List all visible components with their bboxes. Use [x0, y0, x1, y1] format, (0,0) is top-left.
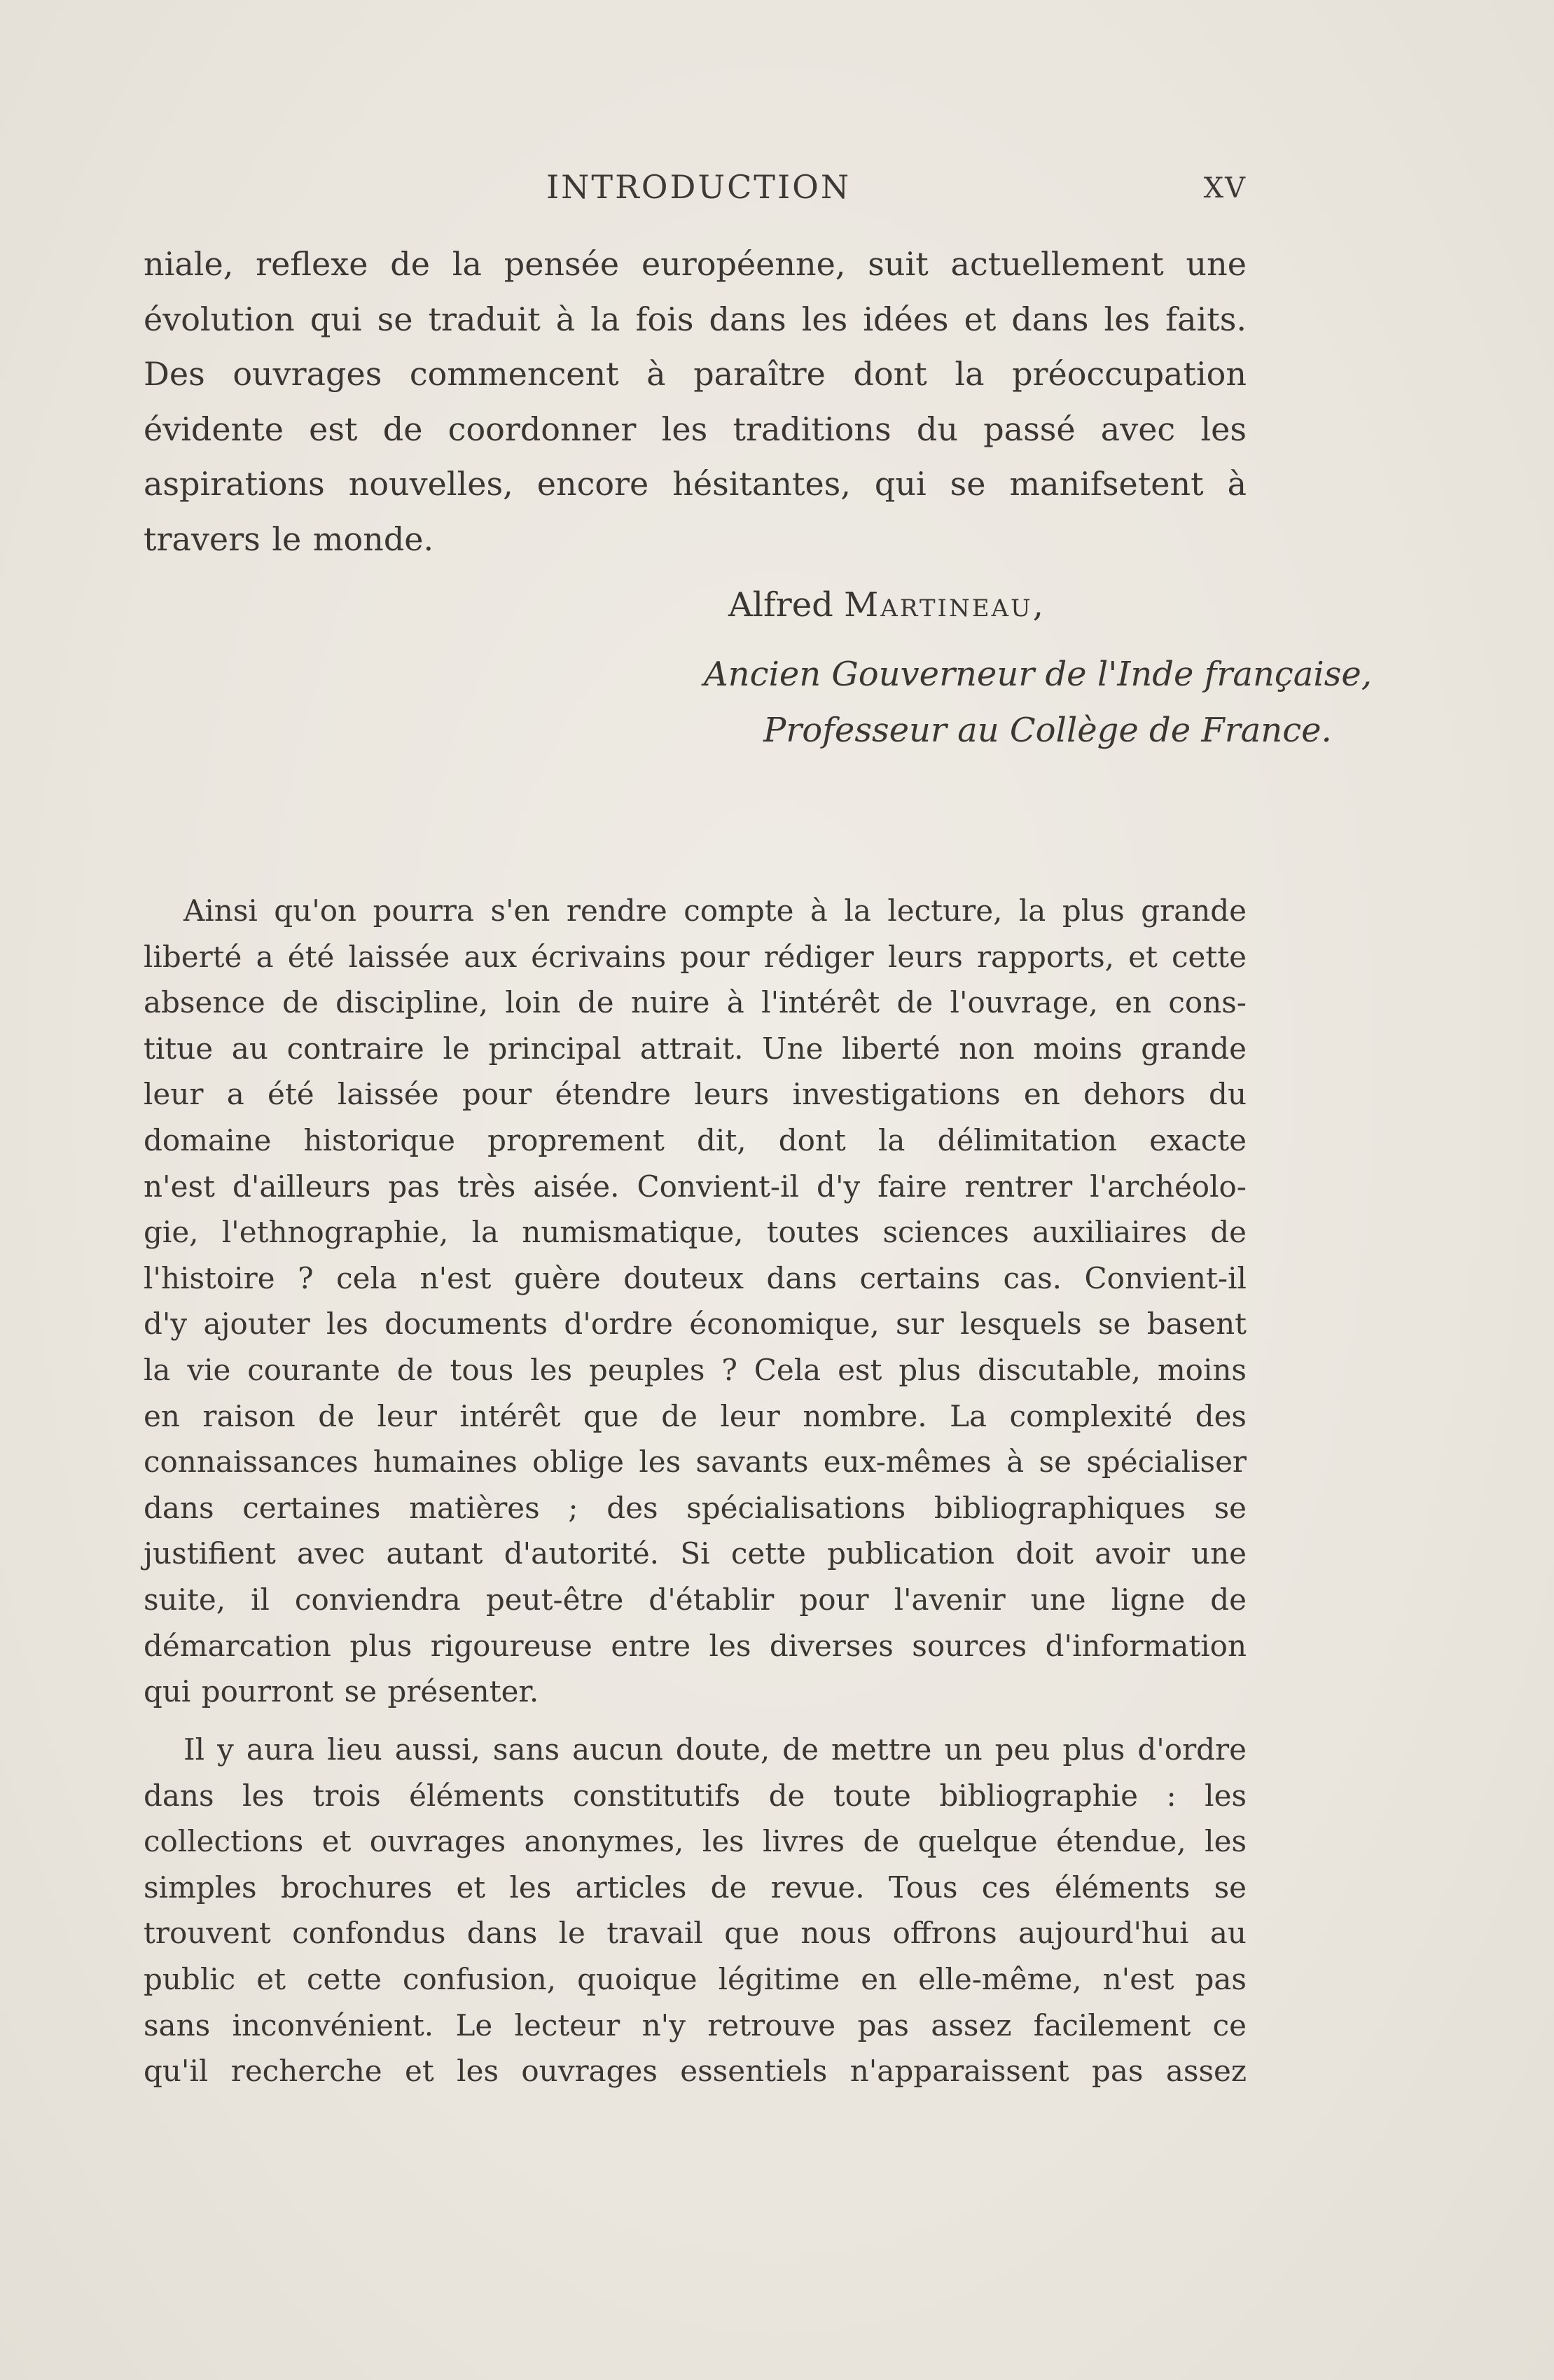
- text-line: la vie courante de tous les peuples ? Cela est plus discutable, moins: [144, 1352, 1247, 1387]
- paragraph-2: [144, 888, 1247, 1715]
- author-first-name: Alfred: [728, 585, 833, 625]
- text-line: Des ouvrages commencent à paraître dont la préoccupation: [144, 355, 1247, 393]
- text-line: liberté a été laissée aux écrivains pour rédiger leurs rapports, et cette: [144, 939, 1247, 974]
- text-line: Ainsi qu'on pourra s'en rendre compte à la lecture, la plus grande: [183, 893, 1247, 928]
- paragraph-1: [144, 237, 1247, 566]
- author-name: [728, 585, 1046, 625]
- paragraph-3: [144, 1727, 1247, 2094]
- author-title-1: Ancien Gouverneur de l'Inde française,: [704, 655, 1373, 694]
- text-line: justifient avec autant d'autorité. Si cette publication doit avoir une: [144, 1536, 1247, 1571]
- text-line: l'histoire ? cela n'est guère douteux dans certains cas. Convient-il: [144, 1260, 1247, 1295]
- author-title-2: Professeur au Collège de France.: [763, 711, 1332, 750]
- text-line: d'y ajouter les documents d'ordre économique, sur lesquels se basent: [144, 1307, 1247, 1342]
- text-line: travers le monde.: [144, 520, 434, 558]
- author-last-name: Martineau,: [844, 585, 1046, 625]
- text-line: évolution qui se traduit à la fois dans les idées et dans les faits.: [144, 300, 1247, 338]
- text-line: démarcation plus rigoureuse entre les diverses sources d'information: [144, 1628, 1247, 1663]
- text-line: niale, reflexe de la pensée européenne, suit actuellement une: [144, 245, 1247, 283]
- text-line: simples brochures et les articles de revue. Tous ces éléments se: [144, 1870, 1247, 1905]
- text-line: public et cette confusion, quoique légitime en elle-même, n'est pas: [144, 1961, 1247, 1996]
- text-line: qui pourront se présenter.: [144, 1674, 539, 1709]
- page-number: XV: [1203, 172, 1247, 204]
- text-line: suite, il conviendra peut-être d'établir pour l'avenir une ligne de: [144, 1582, 1247, 1617]
- text-line: évidente est de coordonner les traditions du passé avec les: [144, 410, 1247, 448]
- text-line: connaissances humaines oblige les savants eux-mêmes à se spécialiser: [144, 1445, 1247, 1480]
- running-title: INTRODUCTION: [546, 168, 852, 206]
- text-line: domaine historique proprement dit, dont la délimitation exacte: [144, 1122, 1247, 1157]
- text-line: gie, l'ethnographie, la numismatique, toutes sciences auxiliaires de: [144, 1215, 1247, 1250]
- text-line: sans inconvénient. Le lecteur n'y retrouve pas assez facilement ce: [144, 2007, 1247, 2043]
- page-header: [144, 168, 1247, 217]
- text-line: en raison de leur intérêt que de leur nombre. La complexité des: [144, 1398, 1247, 1433]
- text-line: qu'il recherche et les ouvrages essentiels n'apparaissent pas assez: [144, 2054, 1247, 2089]
- text-line: n'est d'ailleurs pas très aisée. Convient-il d'y faire rentrer l'archéolo-: [144, 1169, 1247, 1204]
- text-line: collections et ouvrages anonymes, les livres de quelque étendue, les: [144, 1824, 1247, 1859]
- text-line: aspirations nouvelles, encore hésitantes, qui se manifsetent à: [144, 465, 1247, 503]
- text-line: absence de discipline, loin de nuire à l'intérêt de l'ouvrage, en cons-: [144, 985, 1247, 1020]
- text-line: leur a été laissée pour étendre leurs investigations en dehors du: [144, 1077, 1247, 1112]
- text-line: trouvent confondus dans le travail que nous offrons aujourd'hui au: [144, 1916, 1247, 1951]
- text-line: dans certaines matières ; des spécialisations bibliographiques se: [144, 1490, 1247, 1525]
- text-line: dans les trois éléments constitutifs de toute bibliographie : les: [144, 1778, 1247, 1813]
- text-line: titue au contraire le principal attrait. Une liberté non moins grande: [144, 1031, 1247, 1066]
- text-line: Il y aura lieu aussi, sans aucun doute, de mettre un peu plus d'ordre: [183, 1732, 1247, 1767]
